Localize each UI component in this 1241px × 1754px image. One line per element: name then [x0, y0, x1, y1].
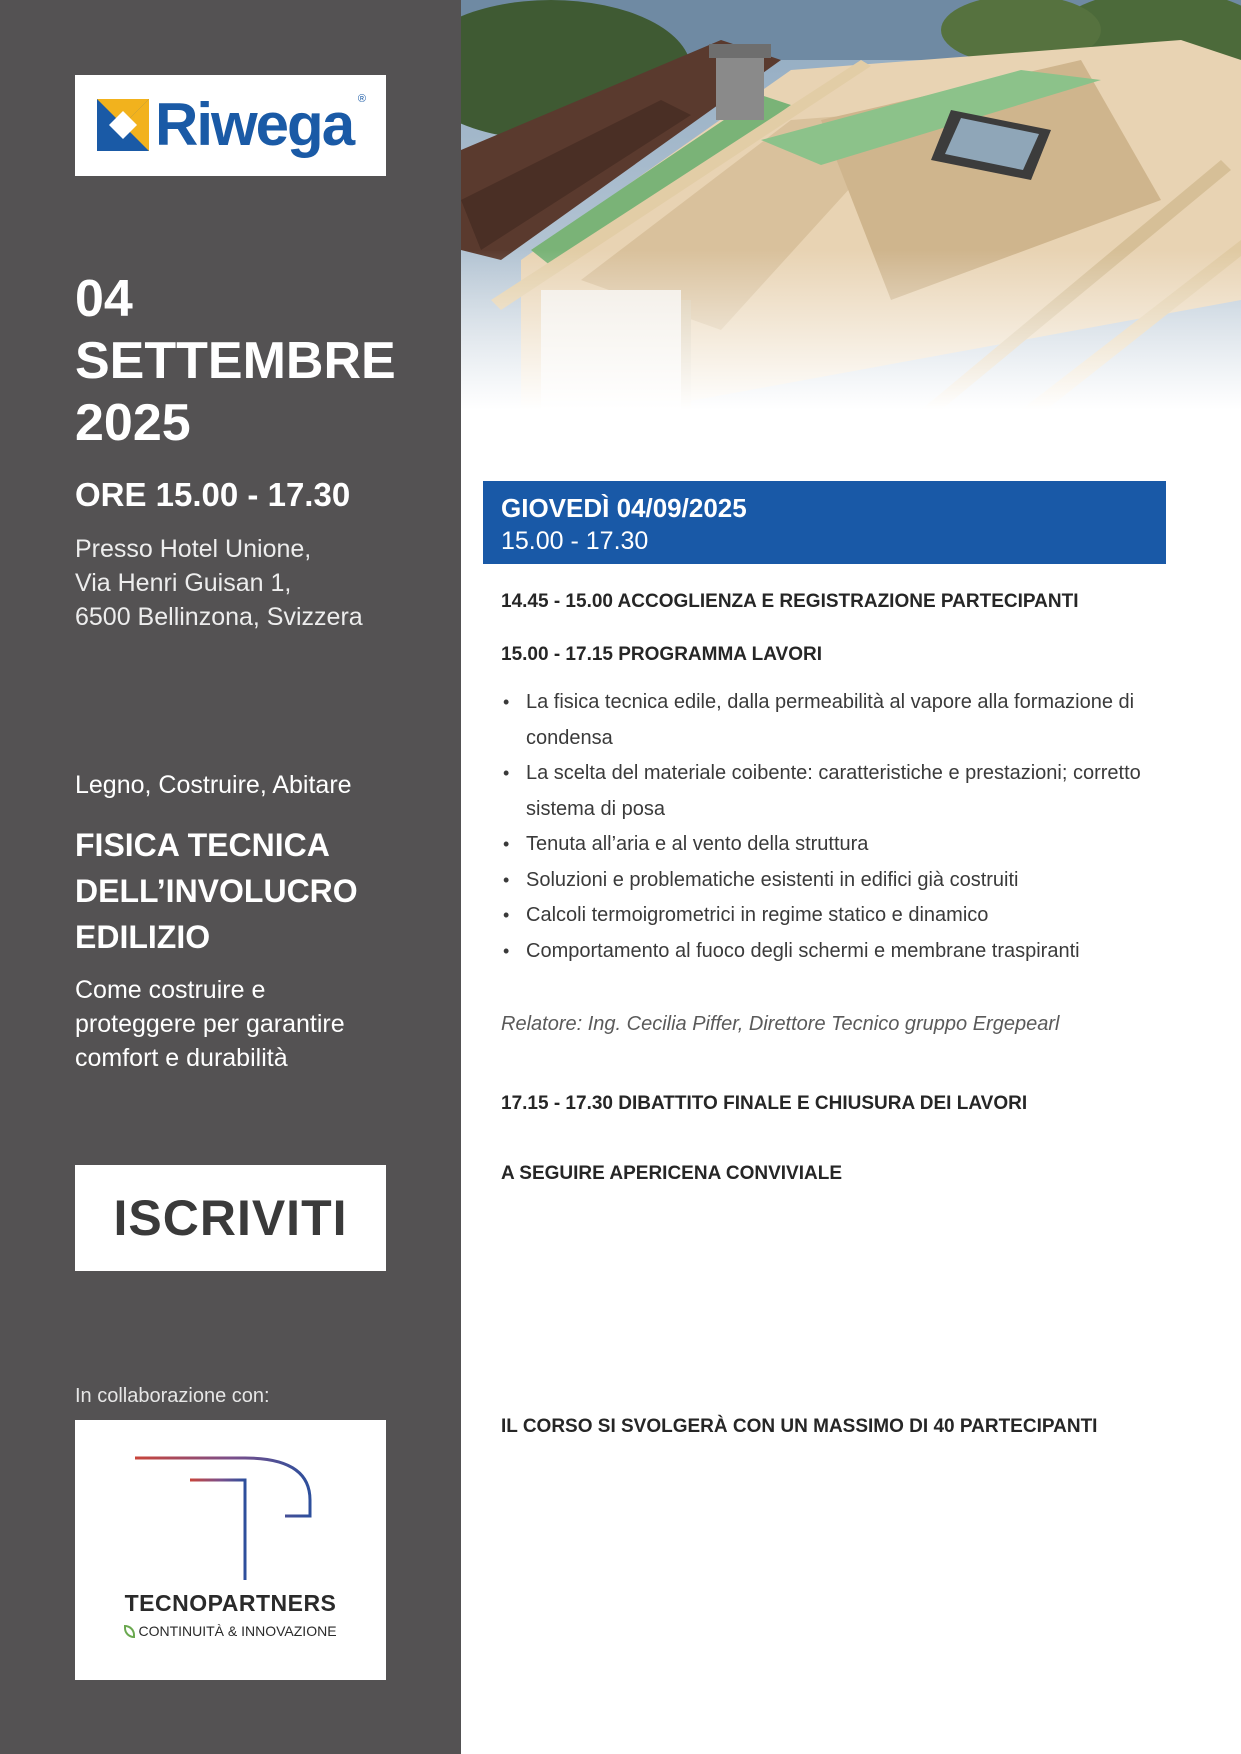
event-date: [75, 268, 445, 454]
course-title-line: EDILIZIO: [75, 919, 211, 955]
topic-list: [501, 685, 1171, 969]
work-program-heading: 15.00 - 17.15 PROGRAMMA LAVORI: [501, 644, 822, 665]
day-title: GIOVEDÌ 04/09/2025: [501, 493, 747, 523]
topic-item: • La fisica tecnica edile, dalla permeabilità al vapore alla formazione di condensa: [501, 685, 1171, 756]
topic-item: • Calcoli termoigrometrici in regime statico e dinamico: [501, 898, 1171, 934]
day-time: 15.00 - 17.30: [501, 527, 649, 555]
collaboration-label: In collaborazione con:: [75, 1385, 270, 1407]
aperitif-note: A SEGUIRE APERICENA CONVIVIALE: [501, 1163, 842, 1184]
course-title-line: FISICA TECNICA: [75, 827, 330, 863]
course-subtitle-line: comfort e durabilità: [75, 1044, 288, 1072]
address-line: 6500 Bellinzona, Svizzera: [75, 603, 363, 631]
event-address: [75, 532, 363, 634]
registered-mark: ®: [357, 93, 366, 105]
tecnopartners-logo-icon: [135, 1450, 335, 1580]
tecnopartners-logo[interactable]: [75, 1420, 386, 1680]
course-series: Legno, Costruire, Abitare: [75, 771, 352, 799]
partner-tagline: [75, 1623, 386, 1639]
signup-button[interactable]: ISCRIVITI: [75, 1165, 386, 1271]
speaker: Relatore: Ing. Cecilia Piffer, Direttore Tecnico gruppo Ergepearl: [501, 1013, 1060, 1035]
welcome-slot: 14.45 - 15.00 ACCOGLIENZA E REGISTRAZIONE PARTECIPANTI: [501, 591, 1079, 612]
riwega-logo-text: Riwega: [155, 91, 354, 158]
event-date-month: SETTEMBRE: [75, 332, 396, 390]
topic-item: • Tenuta all’aria e al vento della struttura: [501, 827, 1171, 863]
course-subtitle-line: Come costruire e: [75, 976, 266, 1004]
partner-name: TECNOPARTNERS: [124, 1590, 337, 1616]
course-title-line: DELL’INVOLUCRO: [75, 873, 358, 909]
riwega-logo[interactable]: [75, 75, 386, 176]
event-date-year: 2025: [75, 394, 191, 452]
debate-slot: 17.15 - 17.30 DIBATTITO FINALE E CHIUSURA DEI LAVORI: [501, 1093, 1028, 1114]
address-line: Via Henri Guisan 1,: [75, 569, 292, 597]
course-subtitle: [75, 973, 345, 1075]
topic-item: • La scelta del materiale coibente: caratteristiche e prestazioni; corretto sistema di posa: [501, 756, 1171, 827]
partner-tagline-text: CONTINUITÀ & INNOVAZIONE: [138, 1623, 337, 1639]
riwega-logo-icon: [97, 99, 149, 151]
address-line: Presso Hotel Unione,: [75, 535, 312, 563]
hero-image-fade: [461, 250, 1241, 410]
leaf-icon: [124, 1625, 135, 1638]
event-hours: ORE 15.00 - 17.30: [75, 476, 351, 513]
topic-item: • Comportamento al fuoco degli schermi e membrane traspiranti: [501, 934, 1171, 970]
day-header: [483, 481, 1166, 564]
topic-item: • Soluzioni e problematiche esistenti in edifici già costruiti: [501, 863, 1171, 899]
hero-image: [461, 0, 1241, 410]
event-date-day: 04: [75, 270, 133, 328]
course-title: [75, 822, 358, 960]
capacity-note: IL CORSO SI SVOLGERÀ CON UN MASSIMO DI 40 PARTECIPANTI: [501, 1416, 1098, 1437]
course-subtitle-line: proteggere per garantire: [75, 1010, 345, 1038]
